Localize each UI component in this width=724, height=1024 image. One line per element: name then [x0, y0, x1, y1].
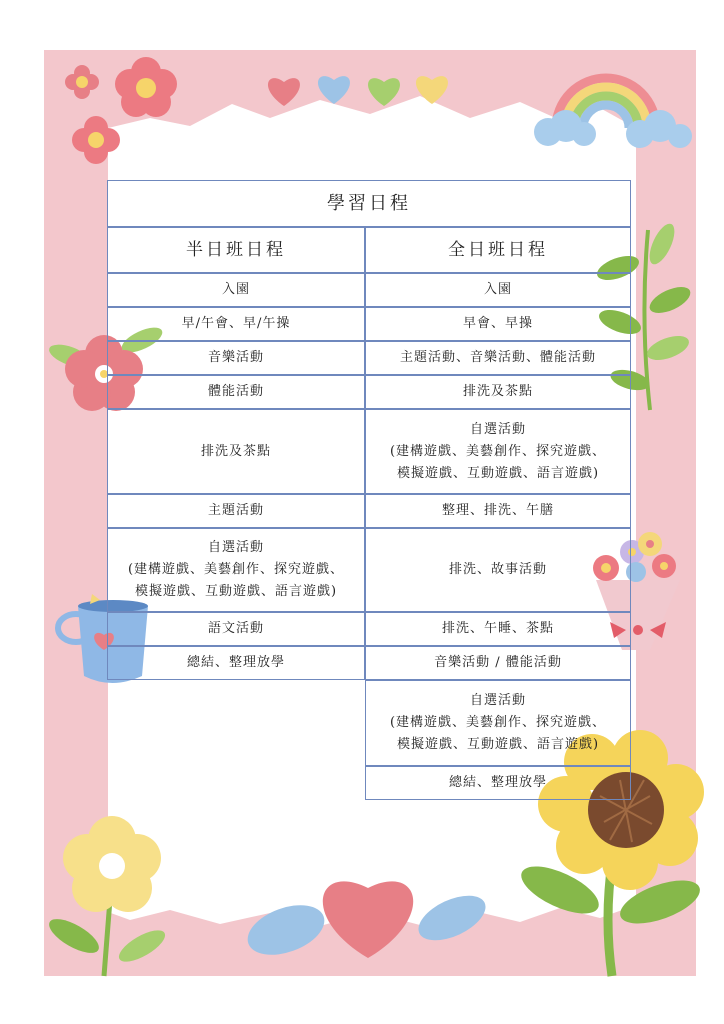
heart-icon [268, 78, 300, 106]
half-day-row: 主題活動 [107, 494, 365, 528]
free-choice-label: 自選活動 [469, 421, 526, 437]
full-day-row: 排洗、午睡、茶點 [365, 612, 631, 646]
half-day-row: 總結、整理放學 [107, 646, 365, 680]
free-choice-detail: (建構遊戲、美藝創作、探究遊戲、 [389, 715, 607, 730]
free-choice-detail: (建構遊戲、美藝創作、探究遊戲、 [127, 562, 345, 577]
full-day-row-free-choice [365, 680, 631, 766]
full-day-row: 總結、整理放學 [365, 766, 631, 800]
half-day-row: 入園 [107, 273, 365, 307]
full-day-row: 音樂活動 / 體能活動 [365, 646, 631, 680]
half-day-heading: 半日班日程 [107, 227, 365, 273]
free-choice-label: 自選活動 [469, 693, 526, 708]
full-day-row: 早會、早操 [365, 307, 631, 341]
flower-icon [65, 65, 99, 99]
half-day-row-free-choice [107, 528, 365, 612]
free-choice-detail: 模擬遊戲、互動遊戲、語言遊戲) [396, 465, 600, 481]
half-day-row: 音樂活動 [107, 341, 365, 375]
half-day-row: 排洗及茶點 [107, 409, 365, 494]
schedule-title: 學習日程 [107, 180, 631, 227]
half-day-row: 體能活動 [107, 375, 365, 409]
half-day-row: 語文活動 [107, 612, 365, 646]
full-day-row: 主題活動、音樂活動、體能活動 [365, 341, 631, 375]
flower-icon [115, 57, 177, 117]
full-day-row: 排洗、故事活動 [365, 528, 631, 612]
full-day-row: 入園 [365, 273, 631, 307]
free-choice-detail: 模擬遊戲、互動遊戲、語言遊戲) [134, 584, 338, 599]
full-day-heading: 全日班日程 [365, 227, 631, 273]
full-day-row-free-choice [365, 409, 631, 494]
free-choice-detail: 模擬遊戲、互動遊戲、語言遊戲) [396, 737, 600, 752]
free-choice-label: 自選活動 [207, 540, 264, 555]
free-choice-detail: (建構遊戲、美藝創作、探究遊戲、 [389, 443, 607, 459]
full-day-row: 排洗及茶點 [365, 375, 631, 409]
half-day-row: 早/午會、早/午操 [107, 307, 365, 341]
full-day-row: 整理、排洗、午膳 [365, 494, 631, 528]
heart-icon [368, 78, 400, 106]
heart-icon [318, 76, 350, 104]
